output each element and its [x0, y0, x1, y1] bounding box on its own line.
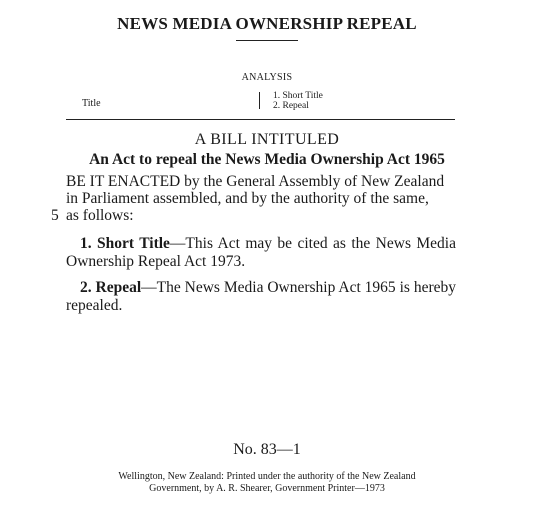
imprint-line: Government, by A. R. Shearer, Government Printer—1973: [149, 482, 385, 494]
section-dash: —: [169, 235, 186, 252]
imprint-line: Wellington, New Zealand: Printed under the authority of the New Zealand: [118, 471, 416, 482]
section-heading: 1. Short Title: [80, 235, 170, 252]
enacting-line: as follows:: [66, 207, 134, 224]
analysis-item: 2. Repeal: [273, 101, 309, 111]
bill-heading: A BILL INTITULED: [194, 131, 340, 148]
analysis-heading: ANALYSIS: [241, 72, 293, 83]
section-heading: 2. Repeal: [80, 279, 142, 296]
bill-number: No. 83—1: [233, 441, 301, 458]
section-short-title: [66, 235, 456, 271]
analysis-left-label: Title: [82, 98, 101, 109]
enacting-line: in Parliament assembled, and by the authority of the same,: [66, 190, 429, 207]
section-text: The News Media Ownership Act 1965 is hereby repealed.: [66, 279, 456, 314]
section-text: This Act may be cited as the News Media Ownership Repeal Act 1973.: [66, 235, 456, 270]
section-repeal: [66, 279, 456, 315]
analysis-item: 1. Short Title: [273, 91, 323, 101]
enacting-line: BE IT ENACTED by the General Assembly of New Zealand: [66, 173, 445, 190]
title-divider: [236, 40, 298, 41]
act-title: An Act to repeal the News Media Ownership Act 1965: [89, 151, 445, 168]
printer-imprint: [0, 471, 534, 494]
analysis-bracket: [259, 92, 260, 109]
analysis-list: [273, 91, 323, 111]
line-number: 5: [51, 207, 59, 224]
analysis-divider: [66, 119, 455, 120]
document-title: NEWS MEDIA OWNERSHIP REPEAL: [117, 14, 417, 33]
section-dash: —: [141, 279, 157, 296]
